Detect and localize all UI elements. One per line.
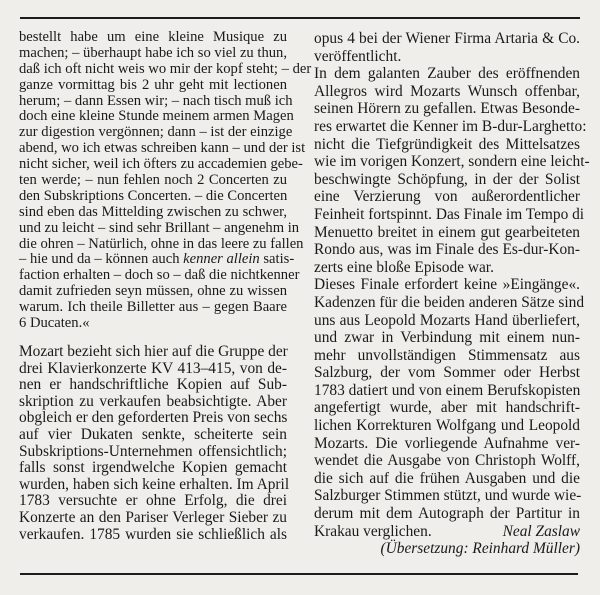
text-line: falls sonst irgendwelche Kopien gemacht — [19, 459, 287, 477]
text-line — [19, 251, 295, 268]
closing-text: Krakau verglichen. — [314, 522, 432, 540]
letter-quote — [19, 29, 312, 332]
text-line: ganze vormittag bis 2 uhr geht mit lectionen — [19, 76, 287, 93]
text-line: veröffentlicht. — [314, 47, 402, 65]
text-line: mehr unvollständigen Stimmensatz aus — [314, 346, 580, 364]
text-line: seinen Hörern zu gefallen. Etwas Besonde- — [314, 100, 580, 118]
text-line: und zu leicht – sind sehr Brillant – angenehm in — [19, 219, 300, 236]
text-line: Kadenzen für die beiden anderen Sätze sind — [314, 293, 585, 311]
text-line: 6 Ducaten.« — [19, 315, 90, 332]
text-line: Salzburger Stimmen stützt, und wurde wie- — [314, 487, 582, 505]
closing-line — [314, 523, 580, 541]
text-line: Salzburg, der vom Sommer oder Herbst — [314, 364, 580, 382]
text-line: Feinheit fortspinnt. Das Finale im Tempo di — [314, 205, 585, 223]
text-line: warum. Ich theile Billetter aus – gegen Baare — [19, 299, 287, 316]
right-column — [314, 30, 590, 558]
text-line: eine Verzierung von außerordentlicher — [314, 188, 580, 206]
text-line: die sich auf die frühen Ausgaben und die — [314, 469, 580, 487]
text-line: zur digestion vergönnen; dann – ist der einzige — [19, 124, 293, 141]
text-line: wie im vorigen Konzert, sondern eine leicht- — [314, 153, 590, 171]
text-line: nen er handschriftliche Kopien auf Sub- — [19, 376, 287, 394]
text-line: Menuetto breitet in einem gut gearbeiteten — [314, 223, 580, 241]
text-line: Allegros wird Mozarts Wunsch offenbar, — [314, 82, 580, 100]
text-line: machen; – überhaupt habe ich so viel zu thun, — [19, 44, 287, 61]
text-line: beschwingte Schöpfung, in der der Solist — [314, 170, 580, 188]
text-line: die ohren – Natürlich, ohne in das leere zu fallen — [19, 235, 304, 252]
text-line: ten werde; – nun fehlen noch 2 Concerten zu — [19, 172, 287, 189]
text-line: drei Klavierkonzerte KV 413–415, von de- — [19, 359, 287, 377]
text-line: den Subskriptions Concerten. – die Concerten — [19, 187, 288, 204]
text-line: res erwartet die Kenner im B-dur-Larghetto: — [314, 117, 587, 135]
text-line: nicht sicher, weil ich öfters zu accademien gebe- — [19, 156, 303, 173]
text-line: nicht die Tiefgründigkeit des Mittelsatzes — [314, 135, 580, 153]
top-rule — [20, 17, 580, 19]
text-line: obgleich er den geforderten Preis von sechs — [19, 409, 288, 427]
text-segment: satis- — [259, 251, 295, 268]
text-line: und zwar in Verbindung mit einem nun- — [314, 329, 580, 347]
text-line: Konzerte an den Pariser Verleger Sieber zu — [19, 508, 287, 526]
translation-credit: (Übersetzung: Reinhard Müller) — [380, 540, 580, 558]
text-line: lichen Korrekturen Wolfgang und Leopold — [314, 417, 580, 435]
text-line: In dem galanten Zauber des eröffnenden — [314, 65, 580, 83]
text-line: derum mit dem Autograph der Partitur in — [314, 505, 580, 523]
text-line: opus 4 bei der Wiener Firma Artaria & Co. — [314, 30, 580, 47]
text-line: Subskriptions-Unternehmen offensichtlich; — [19, 442, 287, 460]
text-line: herum; – dann Essen wir; – nach tisch muß ich — [19, 92, 293, 109]
text-line: 1783 datiert und von einem Berufskopisten — [314, 381, 581, 399]
text-line: zerts eine bloße Episode war. — [314, 258, 494, 276]
text-line: Mozart bezieht sich hier auf die Gruppe der — [19, 343, 288, 360]
text-line: daß ich oft nicht weis wo mir der kopf steht; – der — [19, 60, 312, 77]
text-line: wurden, haben sich keine erhalten. Im April — [19, 475, 290, 493]
text-line: bestellt habe um eine kleine Musique zu — [19, 29, 287, 45]
text-line: angefertigt wurde, aber mit handschrift- — [314, 399, 580, 417]
text-line: skription zu verkaufen beabsichtigte. Aber — [19, 392, 287, 410]
text-line: doch eine kleine Stunde meinem armen Magen — [19, 108, 294, 125]
text-line: sind eben das Mittelding zwischen zu schwer, — [19, 203, 287, 220]
text-line: wendet die Ausgabe von Christoph Wolff, — [314, 452, 580, 470]
text-line: Rondo aus, was im Finale des Es-dur-Kon- — [314, 241, 580, 259]
text-line: damit zufrieden seyn müssen, ohne zu wissen — [19, 283, 287, 300]
text-line: Dieses Finale erfordert keine »Eingänge«. — [314, 276, 580, 294]
text-line: auf vier Dukaten senkte, scheiterte sein — [19, 425, 287, 443]
text-segment: – hie und da – können auch — [19, 251, 184, 268]
text-line: 1783 versuchte er ohne Erfolg, die drei — [19, 492, 287, 510]
text-line: Mozarts. Die vorliegende Aufnahme ver- — [314, 434, 580, 452]
commentary-paragraph — [19, 343, 290, 543]
text-line: faction erhalten – doch so – daß die nichtkenner — [19, 267, 300, 284]
text-line: uns aus Leopold Mozarts Hand überliefert, — [314, 311, 580, 329]
text-line: abend, wo ich etwas schreiben kann – und der ist — [19, 140, 306, 157]
author-signature: Neal Zaslaw — [502, 522, 580, 540]
bottom-rule — [20, 573, 578, 575]
emphasis-text: kenner allein — [183, 251, 260, 268]
text-line: verkaufen. 1785 wurden sie schließlich als — [19, 525, 287, 543]
